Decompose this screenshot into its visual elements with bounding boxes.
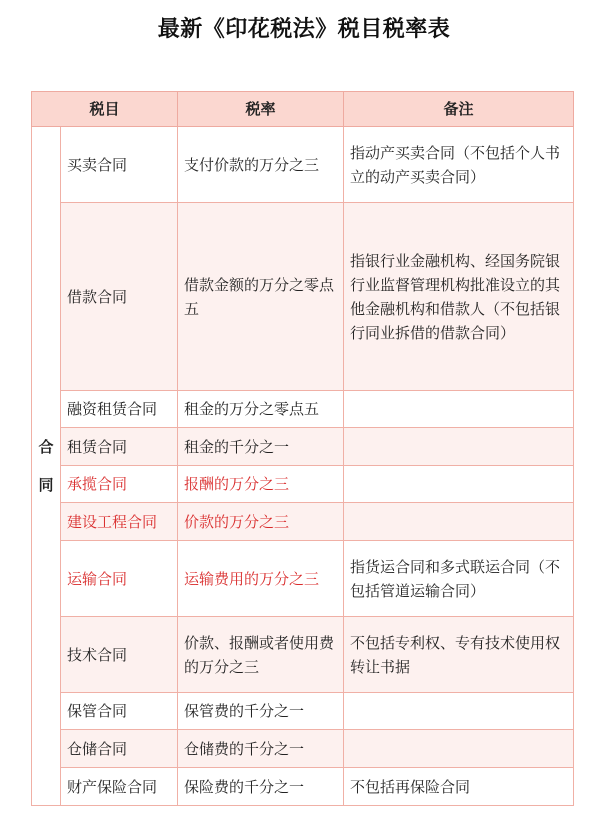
page-title: 最新《印花税法》税目税率表 [157,17,451,42]
table-header-row [32,92,574,127]
table-row [32,541,574,617]
tax-rate-table [31,91,574,806]
note-cell [344,391,574,428]
table-row [32,391,574,428]
note-cell [344,730,574,768]
item-cell: 融资租赁合同 [61,391,178,428]
category-cell [32,127,61,806]
header-note: 备注 [344,92,574,127]
rate-cell: 保险费的千分之一 [178,768,344,806]
item-cell: 技术合同 [61,617,178,693]
rate-cell: 借款金额的万分之零点五 [178,203,344,391]
item-cell: 仓储合同 [61,730,178,768]
table-row [32,203,574,391]
table-row [32,617,574,693]
note-cell [344,503,574,541]
table-row [32,730,574,768]
note-cell: 不包括专利权、专有技术使用权转让书据 [344,617,574,693]
header-item: 税目 [32,92,178,127]
table-row [32,768,574,806]
rate-cell: 仓储费的千分之一 [178,730,344,768]
note-cell: 不包括再保险合同 [344,768,574,806]
table-row [32,693,574,730]
item-cell: 运输合同 [61,541,178,617]
rate-cell: 价款的万分之三 [178,503,344,541]
note-cell: 指动产买卖合同（不包括个人书立的动产买卖合同） [344,127,574,203]
note-cell: 指银行业金融机构、经国务院银行业监督管理机构批准设立的其他金融机构和借款人（不包括银行同业拆借的借款合同） [344,203,574,391]
item-cell: 建设工程合同 [61,503,178,541]
rate-cell: 租金的千分之一 [178,428,344,466]
table-row [32,466,574,503]
table-row [32,127,574,203]
header-rate: 税率 [178,92,344,127]
item-cell: 买卖合同 [61,127,178,203]
table-row [32,428,574,466]
rate-cell: 报酬的万分之三 [178,466,344,503]
rate-cell: 支付价款的万分之三 [178,127,344,203]
note-cell [344,693,574,730]
rate-cell: 保管费的千分之一 [178,693,344,730]
rate-cell: 租金的万分之零点五 [178,391,344,428]
rate-cell: 运输费用的万分之三 [178,541,344,617]
table-row [32,503,574,541]
note-cell [344,428,574,466]
note-cell: 指货运合同和多式联运合同（不包括管道运输合同） [344,541,574,617]
category-label: 合同 [38,438,54,494]
item-cell: 保管合同 [61,693,178,730]
rate-cell: 价款、报酬或者使用费的万分之三 [178,617,344,693]
item-cell: 租赁合同 [61,428,178,466]
note-cell [344,466,574,503]
item-cell: 承揽合同 [61,466,178,503]
item-cell: 借款合同 [61,203,178,391]
item-cell: 财产保险合同 [61,768,178,806]
